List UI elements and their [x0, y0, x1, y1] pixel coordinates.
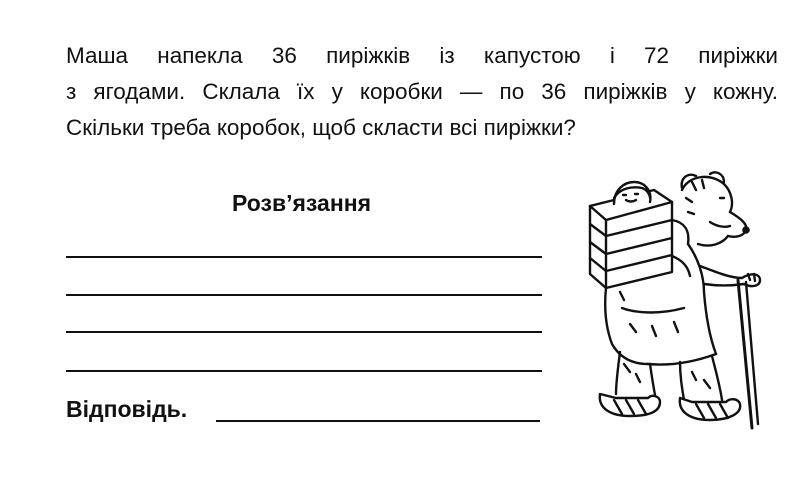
solution-heading: Розв’язання [232, 190, 372, 216]
problem-line-2: з ягодами. Склала їх у коробки — по 36 пиріжків у кожну. [66, 79, 778, 104]
problem-line-1: Маша напекла 36 пиріжків із капустою і 72 пиріжки [66, 43, 778, 68]
answer-line[interactable] [216, 420, 540, 422]
problem-text [66, 38, 778, 146]
solution-line-4[interactable] [66, 370, 542, 372]
problem-line-3: Скільки треба коробок, щоб скласти всі пиріжки? [66, 115, 576, 140]
solution-line-2[interactable] [66, 294, 542, 296]
bear-carrying-basket-icon [560, 168, 780, 430]
solution-line-1[interactable] [66, 256, 542, 258]
solution-line-3[interactable] [66, 331, 542, 333]
answer-label: Відповідь. [66, 396, 188, 422]
